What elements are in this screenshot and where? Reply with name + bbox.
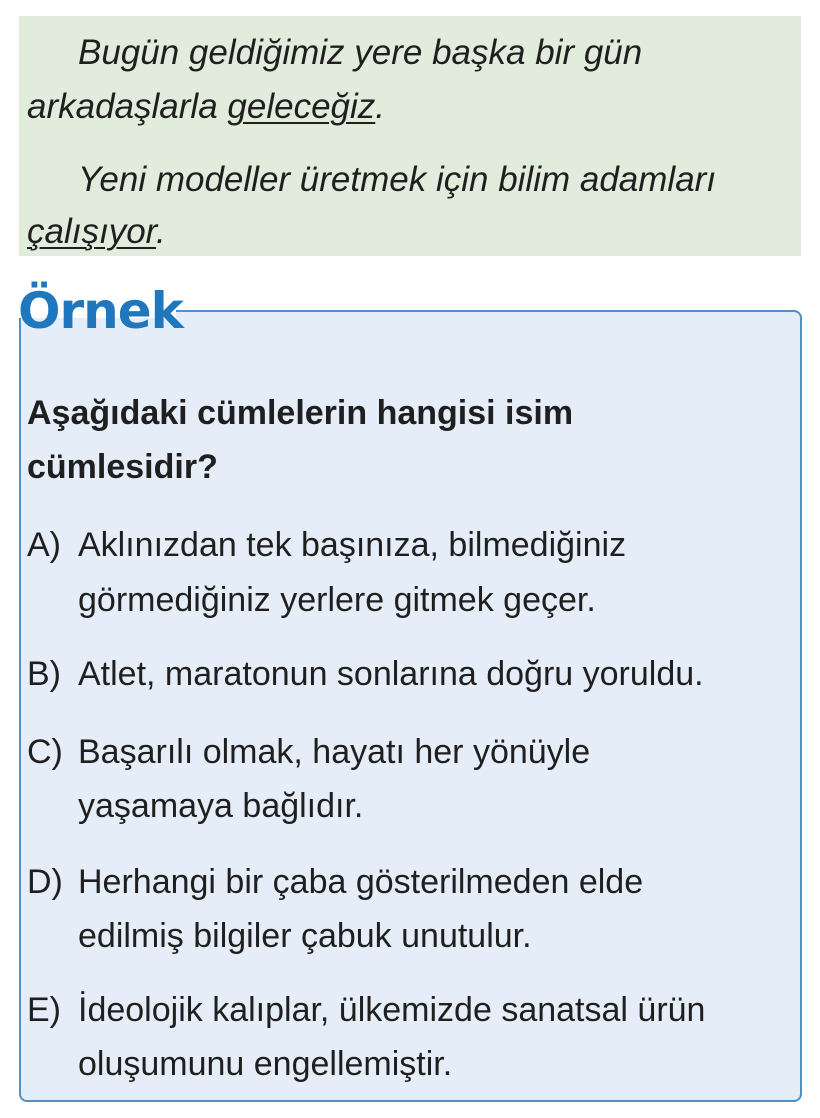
option-c-line1[interactable]: Başarılı olmak, hayatı her yönüyle (78, 733, 591, 771)
option-e-line1[interactable]: İdeolojik kalıplar, ülkemizde sanatsal ürün (78, 991, 706, 1029)
option-a-letter[interactable]: A) (27, 526, 61, 564)
option-c-line2[interactable]: yaşamaya bağlıdır. (78, 787, 364, 825)
option-a-line1[interactable]: Aklınızdan tek başınıza, bilmediğiniz (78, 526, 627, 564)
intro-para1-line1: Bugün geldiğimiz yere başka bir gün (78, 33, 643, 72)
intro-para1-prefix: arkadaşlarla (27, 87, 228, 126)
example-title: Örnek (18, 282, 183, 340)
intro-para1-line2 (27, 87, 385, 127)
underlined-verb-calisiyor: çalışıyor (27, 212, 157, 251)
option-d-line1[interactable]: Herhangi bir çaba gösterilmeden elde (78, 863, 644, 901)
option-a-line2[interactable]: görmediğiniz yerlere gitmek geçer. (78, 581, 596, 619)
option-d-line2[interactable]: edilmiş bilgiler çabuk unutulur. (78, 917, 532, 955)
question-text: Aşağıdaki cümlelerin hangisi isim cümlesidir? (27, 394, 574, 486)
intro-para1-period: . (375, 87, 386, 126)
option-e-letter[interactable]: E) (27, 991, 61, 1029)
underlined-verb-gelecegiz: geleceğiz (227, 87, 376, 126)
intro-para2-line1: Yeni modeller üretmek için bilim adamları (78, 160, 717, 199)
option-c-letter[interactable]: C) (27, 733, 63, 771)
intro-para2-period: . (156, 212, 166, 251)
option-e-line2[interactable]: oluşumunu engellemiştir. (78, 1045, 453, 1083)
intro-para2-line2 (27, 212, 166, 252)
option-d-letter[interactable]: D) (27, 863, 63, 901)
option-b-line1[interactable]: Atlet, maratonun sonlarına doğru yoruldu. (78, 655, 704, 693)
option-b-letter[interactable]: B) (27, 655, 61, 693)
